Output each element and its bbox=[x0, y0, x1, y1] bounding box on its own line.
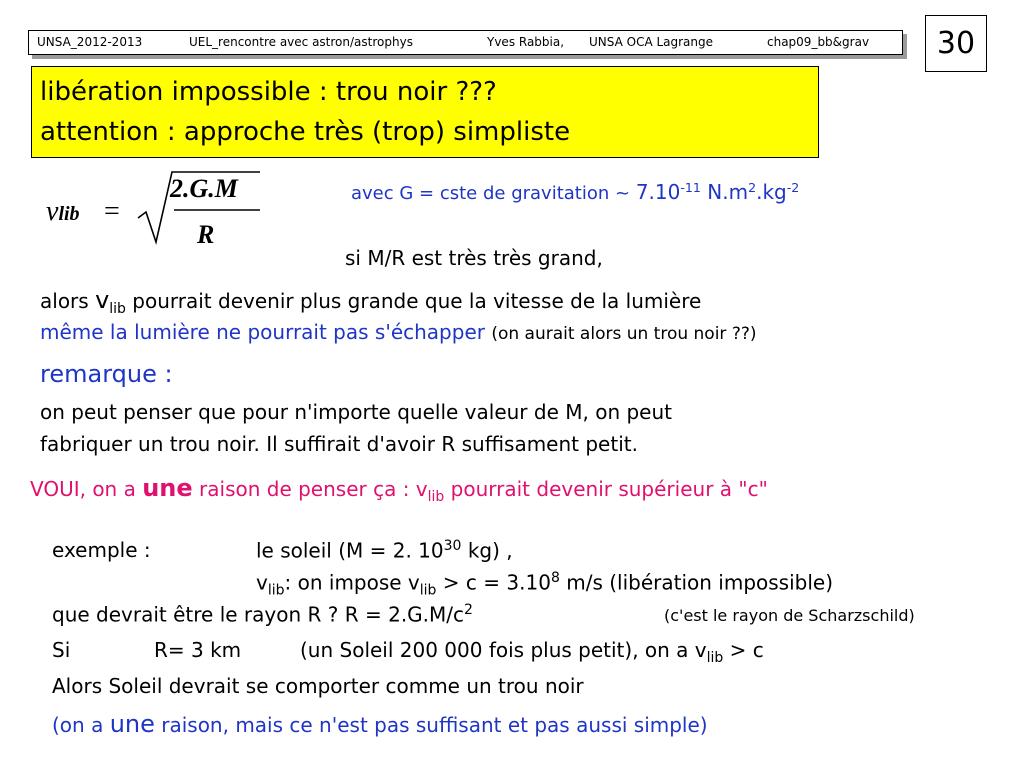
meme-black: (on aurait alors un trou noir ??) bbox=[491, 324, 757, 344]
final-text-2: raison, mais ce n'est pas suffisant et pas aussi simple) bbox=[154, 713, 708, 737]
title-box bbox=[31, 66, 819, 158]
impose-sub-2: lib bbox=[419, 582, 437, 599]
impose-exp: 8 bbox=[550, 570, 560, 586]
example-label: exemple : bbox=[52, 538, 151, 562]
gravity-unit-a: N.m bbox=[700, 180, 749, 204]
gravity-note bbox=[351, 180, 799, 204]
voui-line bbox=[30, 474, 768, 505]
voui-text-3: pourrait devenir supérieur à "c" bbox=[444, 477, 768, 501]
radius-exp: 2 bbox=[464, 602, 473, 618]
sun-text-1: le soleil (M = 2. 10 bbox=[256, 538, 444, 563]
alors-soleil-line: Alors Soleil devrait se comporter comme un trou noir bbox=[52, 674, 584, 698]
voui-une: une bbox=[142, 474, 193, 502]
radius-text: que devrait être le rayon R ? R = 2.G.M/c bbox=[52, 602, 465, 627]
final-une: une bbox=[109, 710, 155, 738]
radius-line bbox=[52, 602, 473, 627]
radius-note: (c'est le rayon de Scharzschild) bbox=[664, 606, 915, 625]
header-course: UNSA_2012-2013 bbox=[37, 35, 143, 49]
voui-text-2: raison de penser ça : v bbox=[192, 477, 428, 501]
voui-sub: lib bbox=[427, 489, 445, 505]
meme-line bbox=[40, 320, 757, 344]
voui-text-1: VOUI, on a bbox=[30, 477, 143, 501]
formula-denominator: R bbox=[197, 220, 215, 249]
title-line-2: attention : approche très (trop) simpliste bbox=[40, 117, 571, 147]
impose-text-3: m/s (libération impossible) bbox=[559, 570, 834, 595]
alors-line bbox=[40, 286, 701, 317]
remark-line-1: on peut penser que pour n'importe quelle valeur de M, on peut bbox=[40, 400, 672, 424]
final-line bbox=[52, 710, 708, 738]
formula-numerator: 2.G.M bbox=[170, 174, 238, 203]
final-text-1: (on a bbox=[52, 713, 110, 737]
gravity-unit-exp2: -2 bbox=[786, 180, 800, 195]
gravity-unit-exp1: 2 bbox=[748, 180, 757, 195]
example-impose-line bbox=[256, 570, 833, 599]
gravity-unit-b: .kg bbox=[756, 180, 787, 204]
header-author: Yves Rabbia, bbox=[487, 35, 565, 49]
si-sub: lib bbox=[706, 650, 724, 666]
gravity-exp: -11 bbox=[680, 180, 701, 195]
si-paren-line bbox=[300, 638, 764, 666]
impose-v: v bbox=[256, 570, 268, 595]
alors-v: v bbox=[95, 286, 110, 314]
sun-exp: 30 bbox=[443, 538, 462, 554]
formula-v: v bbox=[46, 196, 59, 227]
si-r: R= 3 km bbox=[154, 638, 242, 662]
impose-sub: lib bbox=[267, 582, 285, 599]
header-affiliation: UNSA OCA Lagrange bbox=[589, 35, 714, 49]
alors-text-1: alors bbox=[40, 289, 96, 313]
formula-lhs bbox=[46, 196, 80, 228]
formula-sub: lib bbox=[58, 203, 80, 225]
sun-text-2: kg) , bbox=[461, 538, 513, 563]
si-end: > c bbox=[723, 638, 764, 662]
header-chapter: chap09_bb&grav bbox=[767, 35, 870, 49]
page-number: 30 bbox=[925, 15, 987, 72]
header-module: UEL_rencontre avec astron/astrophys bbox=[189, 35, 413, 49]
gravity-prefix: avec G = cste de gravitation ~ bbox=[351, 183, 636, 204]
meme-blue: même la lumière ne pourrait pas s'échapper bbox=[40, 320, 492, 344]
title-line-1: libération impossible : trou noir ??? bbox=[40, 77, 497, 107]
gravity-value: 7.10 bbox=[635, 180, 681, 204]
impose-text-2: > c = 3.10 bbox=[436, 570, 551, 595]
remarque-heading: remarque : bbox=[40, 360, 173, 388]
formula-equals: = bbox=[104, 196, 120, 227]
alors-text-2: pourrait devenir plus grande que la vitesse de la lumière bbox=[125, 289, 702, 313]
impose-text-1: : on impose v bbox=[284, 570, 420, 595]
if-large-line: si M/R est très très grand, bbox=[345, 246, 603, 270]
example-sun-line bbox=[256, 538, 513, 563]
si-paren: (un Soleil 200 000 fois plus petit), on a v bbox=[300, 638, 707, 662]
remark-line-2: fabriquer un trou noir. Il suffirait d'avoir R suffisament petit. bbox=[40, 432, 638, 456]
header-bar bbox=[28, 30, 903, 55]
si-label: Si bbox=[52, 638, 71, 662]
alors-sub: lib bbox=[109, 301, 126, 317]
